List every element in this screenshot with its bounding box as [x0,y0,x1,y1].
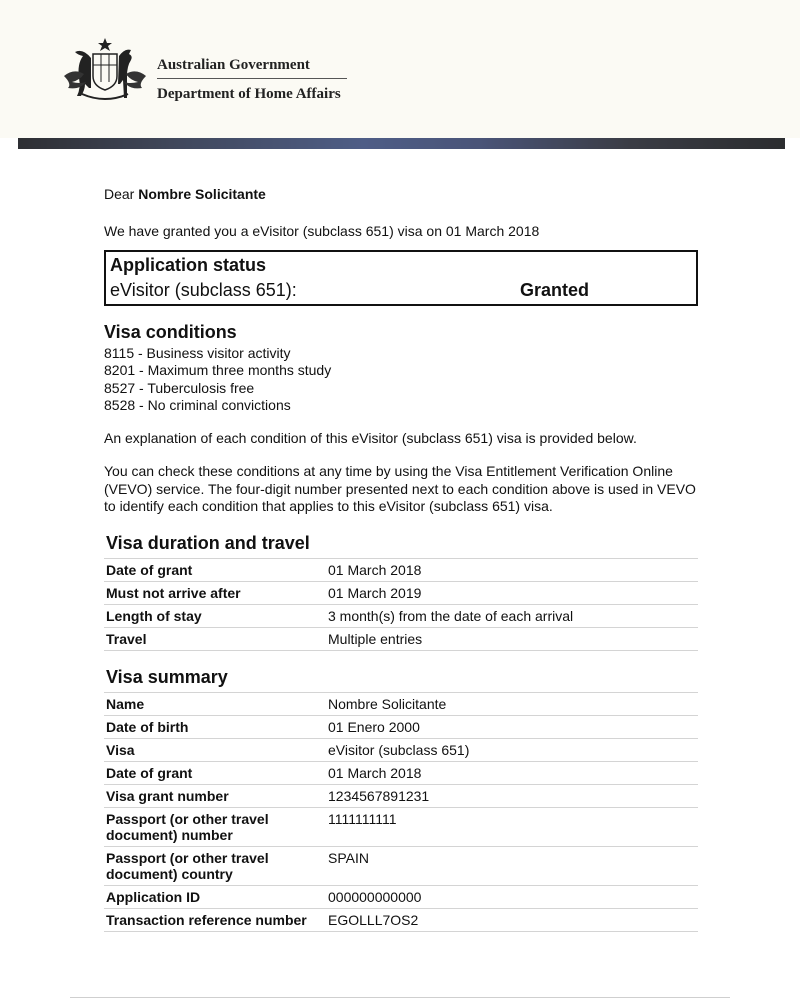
status-title: Application status [110,255,267,275]
condition-item: 8527 - Tuberculosis free [104,379,255,396]
table-row [104,582,698,605]
salutation [104,186,266,203]
row-value: eVisitor (subclass 651) [326,739,698,762]
row-label: Visa grant number [104,785,326,808]
row-value: 3 month(s) from the date of each arrival [326,605,698,628]
vevo-note: You can check these conditions at any time by using the Visa Entitlement Verification Online (VEVO) service. The four-digit number presented next to each condition above is used in VEVO to identify each condition that applies to this eVisitor (subclass 651) visa. [104,463,696,514]
row-label: Passport (or other travel document) number [104,808,326,847]
condition-item: 8201 - Maximum three months study [104,362,332,379]
table-row [104,605,698,628]
row-value: 01 March 2018 [326,559,698,582]
table-row [104,886,698,909]
government-name: Australian Government [157,56,347,79]
row-label: Date of birth [104,716,326,739]
row-label: Application ID [104,886,326,909]
table-row [104,808,698,847]
row-value: EGOLLL7OS2 [326,909,698,932]
row-label: Date of grant [104,762,326,785]
duration-table [104,558,698,651]
row-value: 01 March 2019 [326,582,698,605]
table-row [104,559,698,582]
row-label: Date of grant [104,559,326,582]
row-label: Travel [104,628,326,651]
letterhead [0,0,800,138]
application-status-box [104,250,698,306]
row-label: Passport (or other travel document) country [104,847,326,886]
row-value: Multiple entries [326,628,698,651]
status-value: Granted [520,280,590,300]
condition-item: 8115 - Business visitor activity [104,345,291,361]
visa-conditions [104,322,331,414]
row-label: Name [104,693,326,716]
header-band [18,138,785,149]
salutation-prefix: Dear [104,186,135,202]
row-value: 1111111111 [326,808,698,847]
status-visa-label: eVisitor (subclass 651): [110,280,297,300]
table-row [104,739,698,762]
coat-of-arms-logo [60,36,150,104]
table-row [104,628,698,651]
row-label: Visa [104,739,326,762]
condition-item: 8528 - No criminal convictions [104,396,291,413]
footer-rule [70,997,730,998]
grant-statement: We have granted you a eVisitor (subclass 651) visa on 01 March 2018 [104,223,540,239]
department-name: Department of Home Affairs [157,86,341,102]
table-row [104,693,698,716]
row-label: Length of stay [104,605,326,628]
row-value: Nombre Solicitante [326,693,698,716]
row-value: SPAIN [326,847,698,886]
row-value: 01 Enero 2000 [326,716,698,739]
row-value: 000000000000 [326,886,698,909]
summary-table [104,692,698,932]
duration-heading: Visa duration and travel [106,533,310,553]
table-row [104,785,698,808]
table-row [104,909,698,932]
table-row [104,847,698,886]
row-value: 01 March 2018 [326,762,698,785]
table-row [104,716,698,739]
conditions-heading: Visa conditions [104,322,237,342]
table-row [104,762,698,785]
conditions-list [104,345,331,414]
row-label: Must not arrive after [104,582,326,605]
row-label: Transaction reference number [104,909,326,932]
applicant-name: Nombre Solicitante [138,186,266,202]
conditions-explanation: An explanation of each condition of this eVisitor (subclass 651) visa is provided below. [104,430,637,446]
summary-heading: Visa summary [106,667,228,687]
row-value: 1234567891231 [326,785,698,808]
